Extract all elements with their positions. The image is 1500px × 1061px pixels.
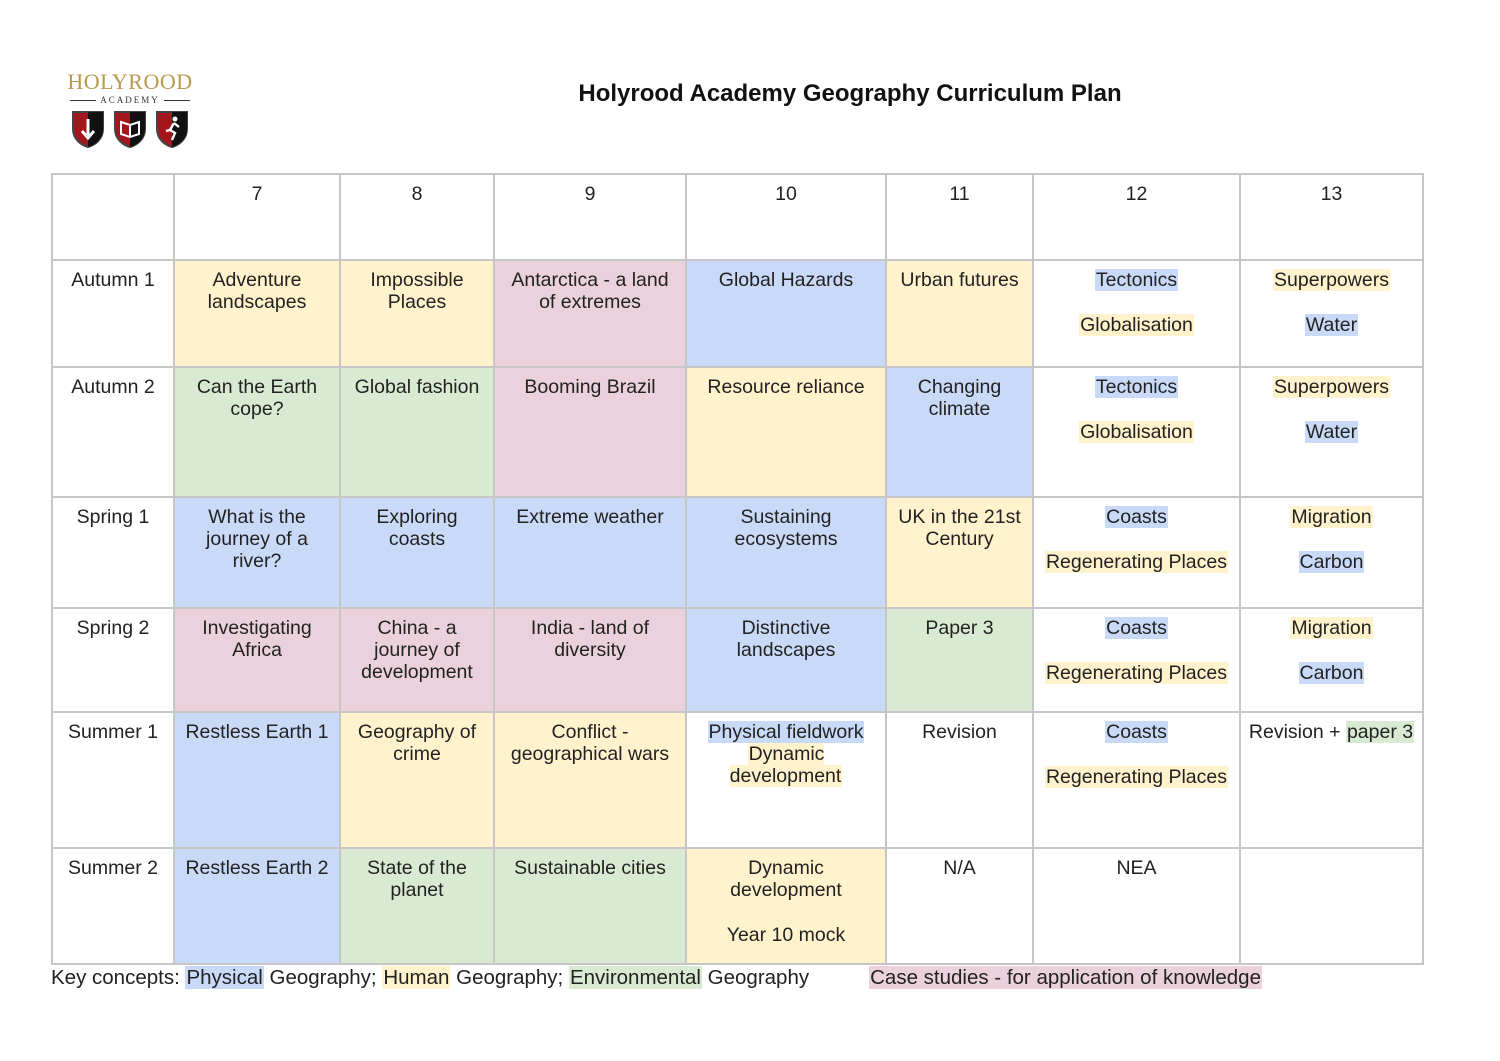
topic-text: Water — [1305, 314, 1358, 336]
topic-cell — [1240, 848, 1423, 964]
logo-sub-text: ACADEMY — [100, 95, 160, 105]
logo-shields — [66, 109, 194, 149]
topic-text: Global Hazards — [718, 269, 854, 291]
topic-cell — [494, 608, 686, 712]
topic-text: Tectonics — [1095, 376, 1178, 398]
key-environmental: Environmental — [569, 966, 701, 989]
topic-text: Dynamic development — [729, 743, 842, 787]
key-human: Human — [383, 966, 450, 989]
topic-text: Year 10 mock — [726, 924, 846, 946]
term-row — [52, 367, 1423, 497]
topic-cell — [686, 608, 886, 712]
topic-cell — [686, 848, 886, 964]
topic-cell — [340, 497, 494, 608]
topic-text: NEA — [1116, 857, 1157, 879]
year-header-7: 7 — [174, 174, 340, 260]
topic-text: Can the Earth cope? — [196, 376, 318, 420]
topic-cell — [686, 497, 886, 608]
topic-text: Sustaining ecosystems — [734, 506, 838, 550]
topic-text: Globalisation — [1080, 421, 1193, 443]
topic-cell — [494, 497, 686, 608]
topic-text: China - a journey of development — [361, 617, 473, 683]
curriculum-table — [51, 173, 1424, 965]
topic-cell — [886, 260, 1033, 367]
topic-cell — [1033, 497, 1240, 608]
topic-text: Investigating Africa — [202, 617, 312, 661]
logo-rule-left — [70, 100, 96, 101]
topic-text: What is the journey of a river? — [206, 506, 308, 572]
year-header-13: 13 — [1240, 174, 1423, 260]
term-label: Summer 2 — [52, 848, 174, 964]
topic-text: Globalisation — [1080, 314, 1193, 336]
term-row — [52, 848, 1423, 964]
year-header-10: 10 — [686, 174, 886, 260]
topic-cell — [174, 497, 340, 608]
topic-text: Revision — [922, 721, 997, 743]
topic-text: Adventure landscapes — [207, 269, 307, 313]
topic-text: Antarctica - a land of extremes — [511, 269, 669, 313]
key-human-rest: Geography; — [450, 966, 569, 989]
key-prefix: Key concepts: — [51, 966, 186, 989]
topic-cell — [174, 608, 340, 712]
topic-cell — [174, 712, 340, 848]
term-label: Autumn 1 — [52, 260, 174, 367]
year-header-11: 11 — [886, 174, 1033, 260]
term-row — [52, 608, 1423, 712]
topic-text: paper 3 — [1346, 721, 1414, 743]
term-row — [52, 497, 1423, 608]
term-label: Autumn 2 — [52, 367, 174, 497]
topic-text: Carbon — [1299, 551, 1364, 573]
topic-text: Global fashion — [354, 376, 480, 398]
topic-cell — [686, 367, 886, 497]
topic-text: Revision + — [1248, 721, 1346, 743]
topic-cell — [886, 608, 1033, 712]
topic-cell — [340, 260, 494, 367]
key-case-studies: Case studies - for application of knowledge — [870, 966, 1261, 989]
shield-arrow-icon — [70, 109, 106, 149]
topic-text: Physical fieldwork — [708, 721, 864, 743]
topic-text: India - land of diversity — [530, 617, 650, 661]
topic-cell — [686, 712, 886, 848]
topic-cell — [494, 367, 686, 497]
logo-rule-right — [164, 100, 190, 101]
topic-cell — [1240, 712, 1423, 848]
term-label: Spring 2 — [52, 608, 174, 712]
topic-cell — [886, 497, 1033, 608]
topic-cell — [340, 712, 494, 848]
topic-text: Urban futures — [900, 269, 1019, 291]
term-rows — [52, 260, 1423, 964]
topic-cell — [1033, 608, 1240, 712]
topic-text: UK in the 21st Century — [898, 506, 1021, 550]
topic-text: Coasts — [1106, 506, 1167, 528]
key-legend — [51, 965, 1471, 991]
year-header-row — [52, 174, 1423, 260]
topic-text: Migration — [1291, 506, 1372, 528]
topic-text: Migration — [1291, 617, 1372, 639]
topic-text: Sustainable cities — [514, 857, 666, 879]
key-physical-rest: Geography; — [263, 966, 383, 989]
topic-cell — [886, 367, 1033, 497]
topic-text: Water — [1305, 421, 1358, 443]
topic-text: Regenerating Places — [1045, 551, 1228, 573]
header-corner — [52, 174, 174, 260]
topic-text: Coasts — [1106, 617, 1167, 639]
topic-text: Superpowers — [1274, 376, 1389, 398]
topic-text: Distinctive landscapes — [736, 617, 836, 661]
topic-cell — [886, 712, 1033, 848]
topic-cell — [494, 712, 686, 848]
term-label: Summer 1 — [52, 712, 174, 848]
topic-cell — [686, 260, 886, 367]
topic-text: Superpowers — [1274, 269, 1389, 291]
topic-text: Restless Earth 1 — [185, 721, 329, 743]
shield-book-icon — [112, 109, 148, 149]
term-row — [52, 260, 1423, 367]
topic-text: Changing climate — [917, 376, 1002, 420]
topic-text: Geography of crime — [357, 721, 477, 765]
topic-cell — [174, 260, 340, 367]
topic-cell — [1033, 712, 1240, 848]
topic-cell — [1240, 608, 1423, 712]
topic-text: Carbon — [1299, 662, 1364, 684]
shield-runner-icon — [154, 109, 190, 149]
topic-text: Coasts — [1106, 721, 1167, 743]
topic-text: Exploring coasts — [376, 506, 458, 550]
topic-cell — [340, 848, 494, 964]
topic-cell — [494, 260, 686, 367]
topic-cell — [1033, 260, 1240, 367]
year-header-8: 8 — [340, 174, 494, 260]
logo-subtitle — [66, 94, 194, 106]
topic-text: Tectonics — [1095, 269, 1178, 291]
topic-text: Restless Earth 2 — [185, 857, 329, 879]
topic-text: Regenerating Places — [1045, 766, 1228, 788]
term-label: Spring 1 — [52, 497, 174, 608]
topic-text: Impossible Places — [370, 269, 464, 313]
topic-text: Regenerating Places — [1045, 662, 1228, 684]
year-header-12: 12 — [1033, 174, 1240, 260]
topic-cell — [1240, 497, 1423, 608]
topic-text: Conflict - geographical wars — [510, 721, 670, 765]
topic-cell — [1033, 848, 1240, 964]
topic-cell — [1240, 367, 1423, 497]
topic-cell — [494, 848, 686, 964]
key-physical: Physical — [186, 966, 263, 989]
topic-text: Resource reliance — [707, 376, 865, 398]
topic-text: Paper 3 — [925, 617, 994, 639]
school-logo — [66, 70, 194, 154]
topic-cell — [1033, 367, 1240, 497]
topic-text: Booming Brazil — [524, 376, 656, 398]
year-header-9: 9 — [494, 174, 686, 260]
topic-cell — [340, 608, 494, 712]
topic-cell — [1240, 260, 1423, 367]
topic-cell — [340, 367, 494, 497]
term-row — [52, 712, 1423, 848]
topic-text: N/A — [943, 857, 976, 879]
topic-text: State of the planet — [367, 857, 467, 901]
topic-cell — [174, 367, 340, 497]
topic-text: Dynamic development — [730, 857, 842, 901]
key-environmental-rest: Geography — [701, 966, 810, 989]
page-title: Holyrood Academy Geography Curriculum Plan — [578, 80, 1122, 107]
topic-cell — [886, 848, 1033, 964]
topic-text: Extreme weather — [516, 506, 664, 528]
logo-name: HOLYROOD — [67, 69, 193, 94]
topic-cell — [174, 848, 340, 964]
